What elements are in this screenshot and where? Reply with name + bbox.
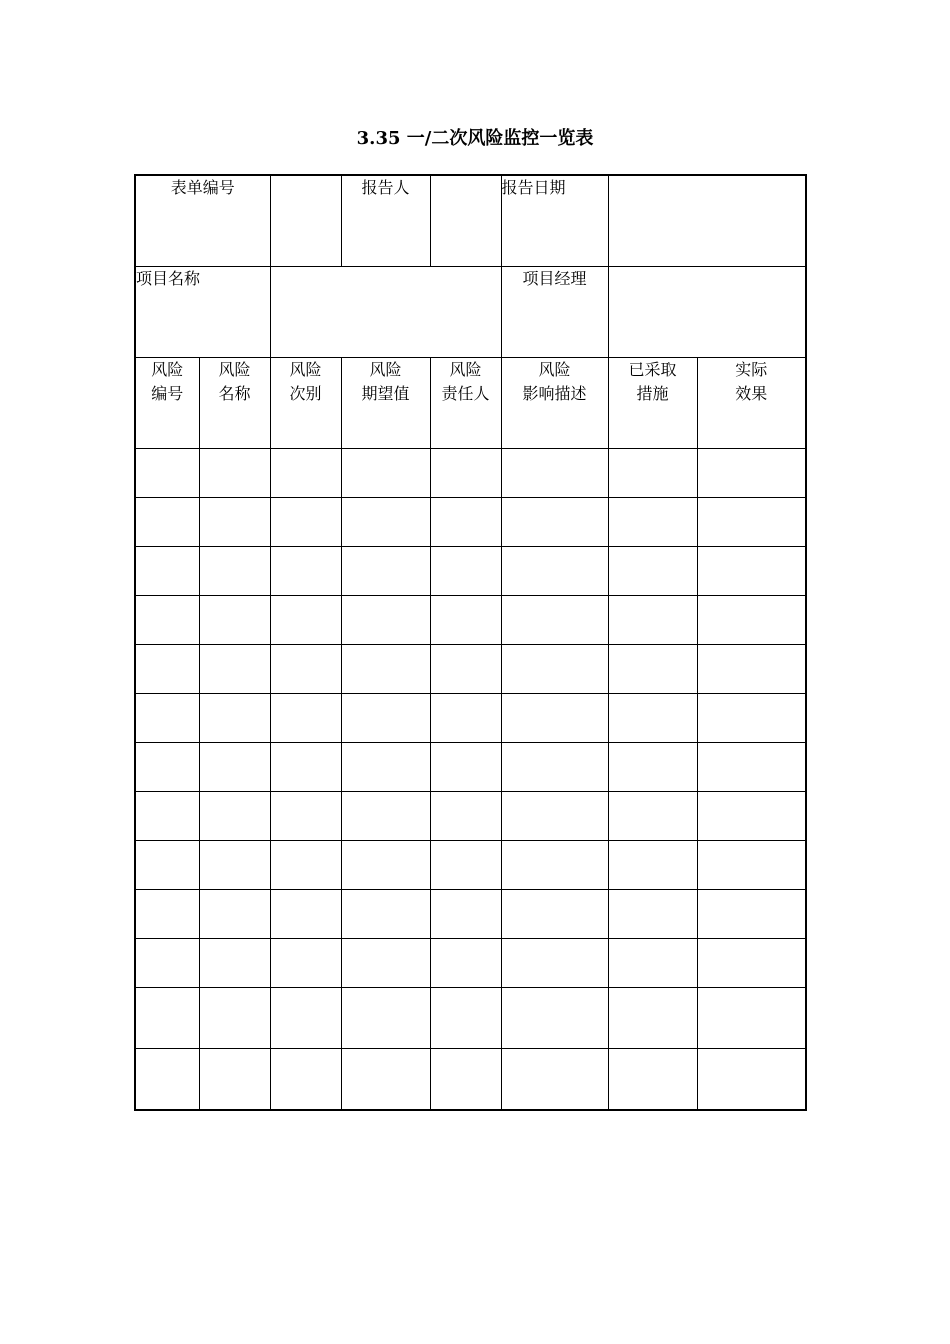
header-row-report — [135, 175, 806, 267]
col-header-line1: 风险 — [449, 360, 482, 379]
table-cell[interactable] — [697, 645, 806, 694]
table-cell[interactable] — [341, 596, 430, 645]
table-cell[interactable] — [608, 841, 697, 890]
table-cell[interactable] — [430, 841, 501, 890]
table-cell[interactable] — [199, 841, 270, 890]
table-row — [135, 596, 806, 645]
table-cell[interactable] — [270, 939, 341, 988]
col-header-line2: 期望值 — [361, 384, 410, 403]
table-cell[interactable] — [135, 988, 199, 1049]
table-cell[interactable] — [199, 449, 270, 498]
table-cell[interactable] — [608, 1049, 697, 1111]
report-date-field[interactable] — [608, 175, 806, 267]
table-row — [135, 939, 806, 988]
table-cell[interactable] — [501, 1049, 608, 1111]
table-cell[interactable] — [697, 694, 806, 743]
table-row — [135, 792, 806, 841]
table-cell[interactable] — [270, 498, 341, 547]
table-cell[interactable] — [270, 890, 341, 939]
table-cell[interactable] — [341, 792, 430, 841]
table-cell[interactable] — [199, 939, 270, 988]
form-no-label: 表单编号 — [135, 175, 270, 267]
column-header-row — [135, 358, 806, 449]
col-header-line1: 风险 — [369, 360, 402, 379]
table-cell[interactable] — [199, 890, 270, 939]
table-cell[interactable] — [608, 939, 697, 988]
col-header-risk-owner — [430, 358, 501, 449]
table-cell[interactable] — [608, 792, 697, 841]
table-cell[interactable] — [135, 743, 199, 792]
table-cell[interactable] — [697, 1049, 806, 1111]
table-cell[interactable] — [135, 596, 199, 645]
table-cell[interactable] — [341, 890, 430, 939]
table-cell[interactable] — [430, 988, 501, 1049]
table-cell[interactable] — [270, 547, 341, 596]
table-row — [135, 645, 806, 694]
table-cell[interactable] — [608, 596, 697, 645]
table-cell[interactable] — [608, 645, 697, 694]
data-rows — [135, 449, 806, 1111]
table-cell[interactable] — [501, 890, 608, 939]
form-no-field[interactable] — [270, 175, 341, 267]
table-row — [135, 547, 806, 596]
table-cell[interactable] — [199, 645, 270, 694]
reporter-field[interactable] — [430, 175, 501, 267]
table-cell[interactable] — [270, 988, 341, 1049]
project-manager-field[interactable] — [608, 267, 806, 358]
col-header-line1: 已采取 — [628, 360, 677, 379]
table-cell[interactable] — [430, 547, 501, 596]
table-cell[interactable] — [697, 449, 806, 498]
col-header-line1: 风险 — [218, 360, 251, 379]
reporter-label: 报告人 — [341, 175, 430, 267]
table-cell[interactable] — [199, 988, 270, 1049]
table-cell[interactable] — [501, 694, 608, 743]
col-header-line2: 效果 — [735, 384, 768, 403]
table-cell[interactable] — [199, 694, 270, 743]
table-cell[interactable] — [608, 988, 697, 1049]
table-row — [135, 743, 806, 792]
table-cell[interactable] — [430, 694, 501, 743]
table-cell[interactable] — [135, 1049, 199, 1111]
table-cell[interactable] — [608, 498, 697, 547]
table-cell[interactable] — [697, 988, 806, 1049]
project-manager-label: 项目经理 — [501, 267, 608, 358]
table-row — [135, 694, 806, 743]
col-header-risk-name — [199, 358, 270, 449]
table-cell[interactable] — [501, 547, 608, 596]
table-cell[interactable] — [341, 939, 430, 988]
col-header-line1: 风险 — [289, 360, 322, 379]
table-cell[interactable] — [270, 792, 341, 841]
table-cell[interactable] — [135, 645, 199, 694]
table-cell[interactable] — [199, 596, 270, 645]
table-cell[interactable] — [608, 547, 697, 596]
col-header-line2: 名称 — [218, 384, 251, 403]
table-cell[interactable] — [341, 841, 430, 890]
table-cell[interactable] — [135, 939, 199, 988]
project-name-field[interactable] — [270, 267, 501, 358]
table-row — [135, 841, 806, 890]
table-cell[interactable] — [270, 449, 341, 498]
table-cell[interactable] — [135, 792, 199, 841]
table-cell[interactable] — [608, 890, 697, 939]
table-cell[interactable] — [270, 1049, 341, 1111]
table-cell[interactable] — [341, 449, 430, 498]
col-header-risk-expected-value — [341, 358, 430, 449]
table-cell[interactable] — [697, 498, 806, 547]
table-cell[interactable] — [270, 694, 341, 743]
table-cell[interactable] — [501, 449, 608, 498]
table-cell[interactable] — [697, 547, 806, 596]
table-row — [135, 449, 806, 498]
table-cell[interactable] — [430, 939, 501, 988]
report-date-label: 报告日期 — [501, 175, 608, 267]
table-cell[interactable] — [430, 596, 501, 645]
col-header-line2: 责任人 — [441, 384, 490, 403]
col-header-line1: 实际 — [735, 360, 768, 379]
table-cell[interactable] — [501, 645, 608, 694]
col-header-risk-order — [270, 358, 341, 449]
col-header-line2: 措施 — [636, 384, 669, 403]
table-cell[interactable] — [199, 547, 270, 596]
table-cell[interactable] — [135, 449, 199, 498]
col-header-line2: 编号 — [151, 384, 184, 403]
table-cell[interactable] — [270, 743, 341, 792]
table-row — [135, 988, 806, 1049]
table-cell[interactable] — [608, 743, 697, 792]
table-cell[interactable] — [341, 1049, 430, 1111]
table-cell[interactable] — [135, 890, 199, 939]
table-cell[interactable] — [341, 498, 430, 547]
table-cell[interactable] — [697, 841, 806, 890]
table-cell[interactable] — [135, 547, 199, 596]
table-cell[interactable] — [199, 792, 270, 841]
table-cell[interactable] — [697, 890, 806, 939]
table-cell[interactable] — [501, 939, 608, 988]
table-cell[interactable] — [501, 841, 608, 890]
col-header-actual-effect — [697, 358, 806, 449]
col-header-line1: 风险 — [538, 360, 571, 379]
table-cell[interactable] — [430, 792, 501, 841]
table-cell[interactable] — [430, 1049, 501, 1111]
table-cell[interactable] — [341, 988, 430, 1049]
table-cell[interactable] — [430, 743, 501, 792]
page-title: 3.35 一/二次风险监控一览表 — [356, 128, 594, 149]
table-cell[interactable] — [270, 841, 341, 890]
col-header-line2: 次别 — [289, 384, 322, 403]
table-cell[interactable] — [501, 498, 608, 547]
table-row — [135, 890, 806, 939]
col-header-line1: 风险 — [151, 360, 184, 379]
table-cell[interactable] — [199, 498, 270, 547]
table-cell[interactable] — [501, 792, 608, 841]
risk-monitoring-table — [134, 174, 807, 1111]
table-row — [135, 498, 806, 547]
table-row — [135, 1049, 806, 1111]
table-cell[interactable] — [697, 596, 806, 645]
table-cell[interactable] — [430, 498, 501, 547]
col-header-risk-impact — [501, 358, 608, 449]
table-cell[interactable] — [608, 694, 697, 743]
table-cell[interactable] — [697, 792, 806, 841]
table-cell[interactable] — [270, 645, 341, 694]
col-header-risk-no — [135, 358, 199, 449]
table-cell[interactable] — [341, 547, 430, 596]
table-cell[interactable] — [135, 841, 199, 890]
table-cell[interactable] — [430, 890, 501, 939]
col-header-measures-taken — [608, 358, 697, 449]
table-cell[interactable] — [341, 645, 430, 694]
table-cell[interactable] — [270, 596, 341, 645]
table-cell[interactable] — [199, 743, 270, 792]
table-cell[interactable] — [501, 743, 608, 792]
table-cell[interactable] — [135, 694, 199, 743]
project-name-label: 项目名称 — [135, 267, 270, 358]
table-cell[interactable] — [430, 645, 501, 694]
table-cell[interactable] — [608, 449, 697, 498]
col-header-line2: 影响描述 — [522, 384, 587, 403]
table-cell[interactable] — [341, 694, 430, 743]
header-row-project — [135, 267, 806, 358]
table-cell[interactable] — [135, 498, 199, 547]
table-cell[interactable] — [697, 939, 806, 988]
table-cell[interactable] — [501, 596, 608, 645]
table-cell[interactable] — [501, 988, 608, 1049]
table-cell[interactable] — [199, 1049, 270, 1111]
table-cell[interactable] — [430, 449, 501, 498]
table-cell[interactable] — [697, 743, 806, 792]
table-cell[interactable] — [341, 743, 430, 792]
